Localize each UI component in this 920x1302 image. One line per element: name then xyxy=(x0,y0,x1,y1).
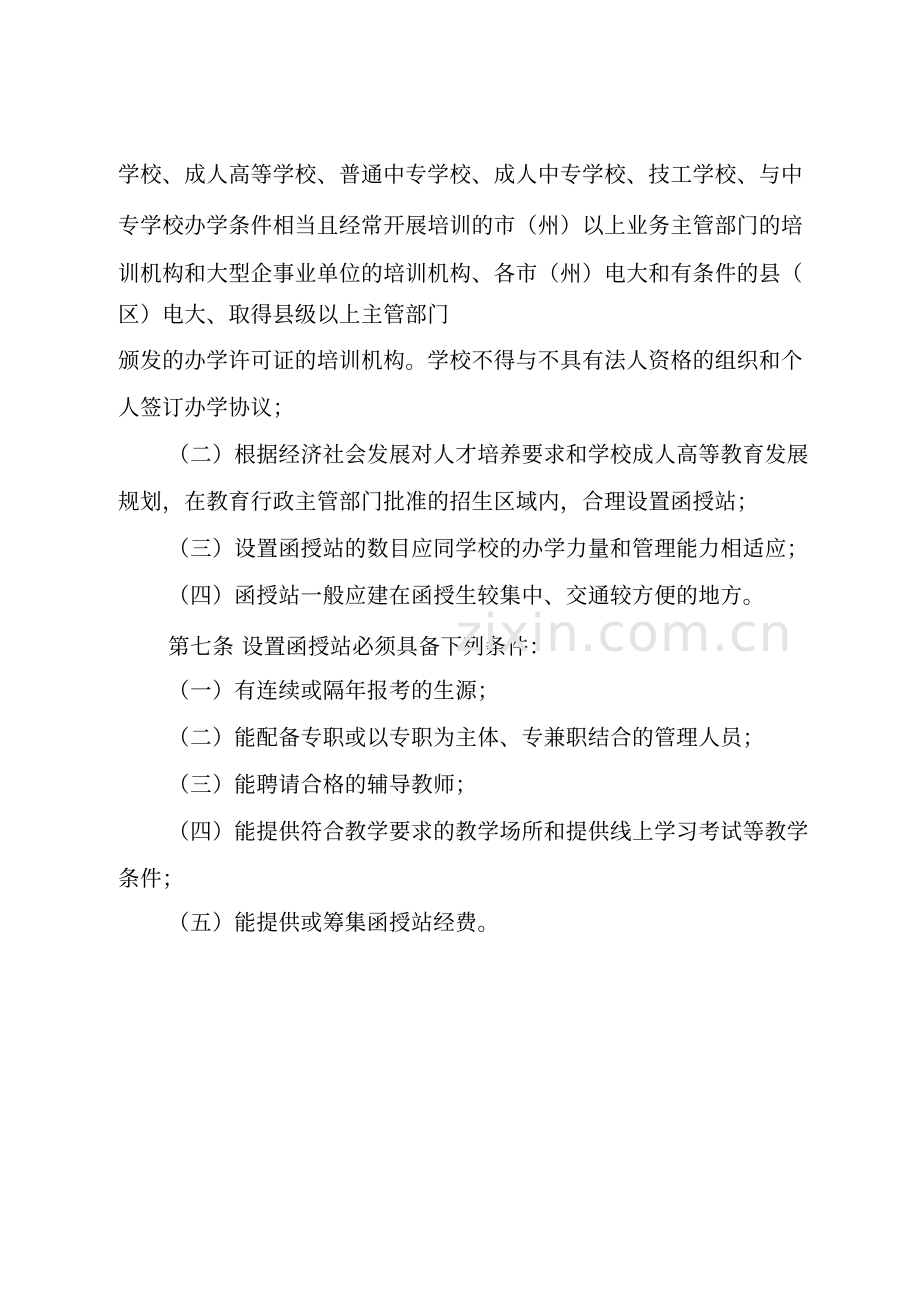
body-text-line: 人签订办学协议； xyxy=(118,396,295,421)
list-item-text: （三）能聘请合格的辅导教师； xyxy=(168,773,478,798)
body-text-line: 专学校办学条件相当且经常开展培训的市（州）以上业务主管部门的培 xyxy=(118,214,804,239)
list-item-text: （一）有连续或隔年报考的生源； xyxy=(168,679,500,704)
list-item-text: （四）函授站一般应建在函授生较集中、交通较方便的地方。 xyxy=(168,584,765,609)
body-text-line: 学校、成人高等学校、普通中专学校、成人中专学校、技工学校、与中 xyxy=(118,163,804,188)
body-text-line: 区）电大、取得县级以上主管部门 xyxy=(118,303,450,328)
body-text-line: 颁发的办学许可证的培训机构。学校不得与不具有法人资格的组织和个 xyxy=(118,349,804,374)
watermark: zixin.com.cn xyxy=(455,604,793,664)
body-text-line: 规划，在教育行政主管部门批准的招生区域内，合理设置函授站； xyxy=(118,490,759,515)
body-text-line: 条件； xyxy=(118,867,185,892)
list-item-text: （二）根据经济社会发展对人才培养要求和学校成人高等教育发展 xyxy=(168,443,809,468)
article-heading: 第七条 设置函授站必须具备下列条件： xyxy=(168,635,552,660)
body-text-line: 训机构和大型企事业单位的培训机构、各市（州）电大和有条件的县（ xyxy=(118,262,804,287)
list-item-text: （三）设置函授站的数目应同学校的办学力量和管理能力相适应； xyxy=(168,537,809,562)
list-item-text: （四）能提供符合教学要求的教学场所和提供线上学习考试等教学 xyxy=(168,820,809,845)
list-item-text: （五）能提供或筹集函授站经费。 xyxy=(168,911,500,936)
list-item-text: （二）能配备专职或以专职为主体、专兼职结合的管理人员； xyxy=(168,726,765,751)
